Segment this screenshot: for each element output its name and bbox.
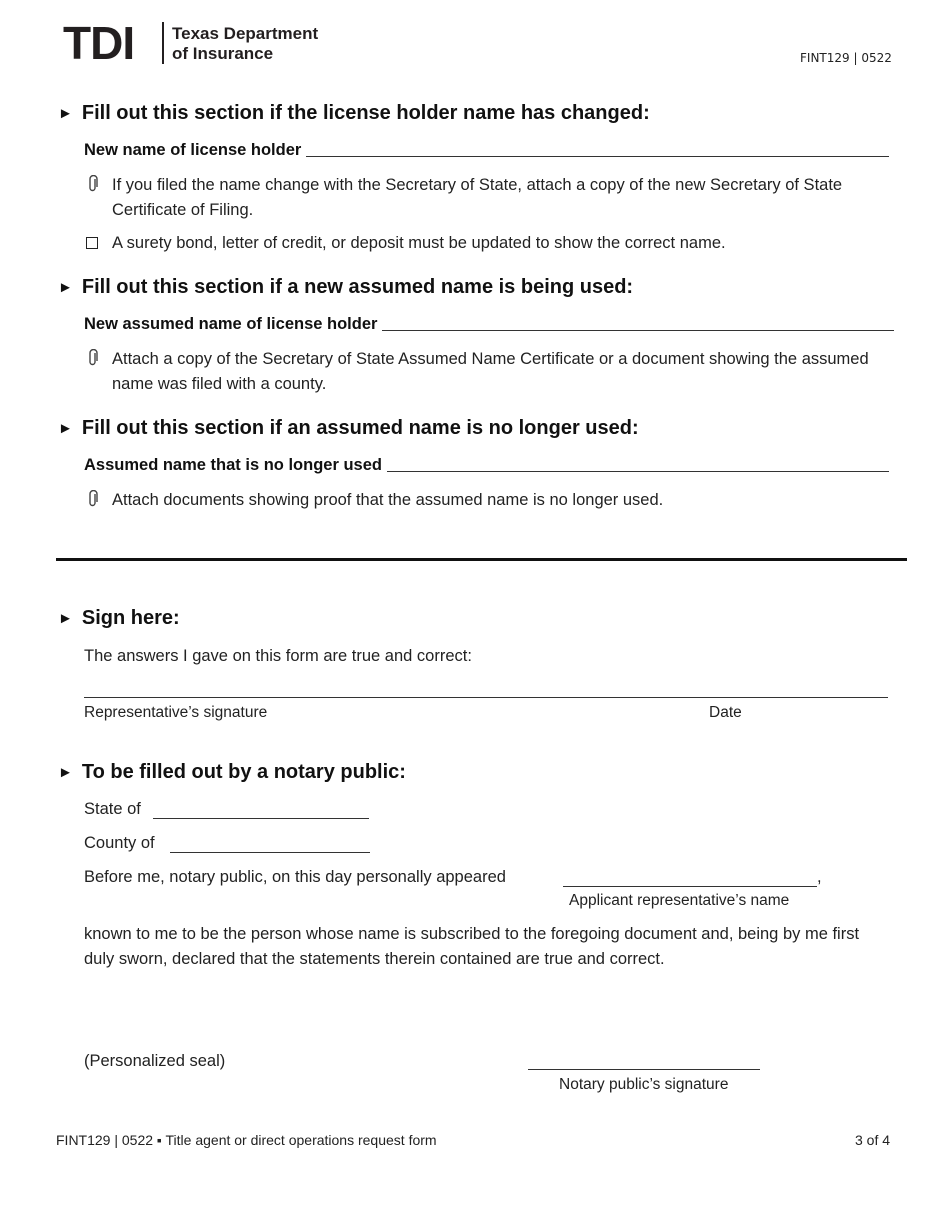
bond-update-note: A surety bond, letter of credit, or deposit must be updated to show the correct name. [112, 234, 726, 252]
representative-signature-label: Representative’s signature [84, 704, 268, 721]
agency-name [172, 24, 318, 64]
assumed-name-certificate-note: Attach a copy of the Secretary of State Assumed Name Certificate or a document showing the assumed name was filed with a county. [112, 350, 869, 393]
true-correct-statement: The answers I gave on this form are true and correct: [84, 647, 472, 665]
section-old-assumed-heading [58, 417, 639, 440]
agency-name-line2: of Insurance [172, 44, 274, 63]
footer-form-title: FINT129 | 0522 ▪ Title agent or direct operations request form [56, 1132, 437, 1148]
new-license-holder-line[interactable] [306, 155, 889, 157]
signature-line[interactable] [84, 697, 888, 698]
section-divider [56, 558, 907, 561]
applicant-representative-label: Applicant representative’s name [569, 892, 790, 909]
county-of-label: County of [84, 834, 155, 852]
county-of-line[interactable] [170, 852, 370, 853]
applicant-name-line[interactable] [563, 886, 817, 887]
state-of-label: State of [84, 800, 141, 818]
new-assumed-name-field[interactable] [84, 315, 894, 334]
new-assumed-name-label: New assumed name of license holder [84, 315, 378, 333]
form-code: FINT129 | 0522 [800, 51, 892, 65]
discontinued-assumed-name-label: Assumed name that is no longer used [84, 456, 382, 474]
personalized-seal-label: (Personalized seal) [84, 1052, 226, 1070]
page-number: 3 of 4 [855, 1132, 891, 1148]
state-of-line[interactable] [153, 818, 369, 819]
new-assumed-name-line[interactable] [382, 329, 894, 331]
appeared-comma: , [817, 868, 822, 886]
date-label: Date [709, 704, 742, 721]
discontinued-assumed-name-field[interactable] [84, 456, 889, 475]
tdi-logo-mark: TDI [63, 17, 135, 69]
sign-here-heading [58, 607, 180, 630]
notary-heading [58, 761, 406, 784]
arrow-icon: ► [58, 610, 73, 627]
new-license-holder-label: New name of license holder [84, 141, 302, 159]
notary-title: To be filled out by a notary public: [81, 761, 406, 783]
section-new-assumed-heading [58, 276, 633, 299]
section-old-assumed-title: Fill out this section if an assumed name is no longer used: [81, 417, 639, 439]
discontinued-assumed-name-line[interactable] [387, 470, 889, 472]
personally-appeared-text: Before me, notary public, on this day personally appeared [84, 868, 506, 886]
bond-updated-checkbox[interactable] [86, 237, 98, 249]
arrow-icon: ► [58, 105, 73, 122]
paperclip-icon [86, 349, 100, 367]
agency-name-line1: Texas Department [172, 24, 319, 43]
paperclip-icon [86, 490, 100, 508]
arrow-icon: ► [58, 279, 73, 296]
notary-signature-line[interactable] [528, 1069, 760, 1070]
section-name-change-title: Fill out this section if the license holder name has changed: [81, 102, 650, 124]
new-license-holder-name-field[interactable] [84, 141, 889, 160]
sworn-statement: known to me to be the person whose name is subscribed to the foregoing document and, being by me first duly sworn, declared that the statements therein contained are true and correct. [84, 925, 860, 968]
sign-here-title: Sign here: [81, 607, 180, 629]
section-new-assumed-title: Fill out this section if a new assumed name is being used: [81, 276, 634, 298]
notary-signature-label: Notary public’s signature [559, 1076, 729, 1093]
logo-divider [162, 22, 164, 64]
arrow-icon: ► [58, 420, 73, 437]
paperclip-icon [86, 175, 100, 193]
section-name-change-heading [58, 102, 650, 125]
arrow-icon: ► [58, 764, 73, 781]
proof-no-longer-used-note: Attach documents showing proof that the assumed name is no longer used. [112, 491, 664, 509]
secretary-of-state-attach-note: If you filed the name change with the Secretary of State, attach a copy of the new Secretary of State Certificate of Filing. [112, 176, 843, 219]
